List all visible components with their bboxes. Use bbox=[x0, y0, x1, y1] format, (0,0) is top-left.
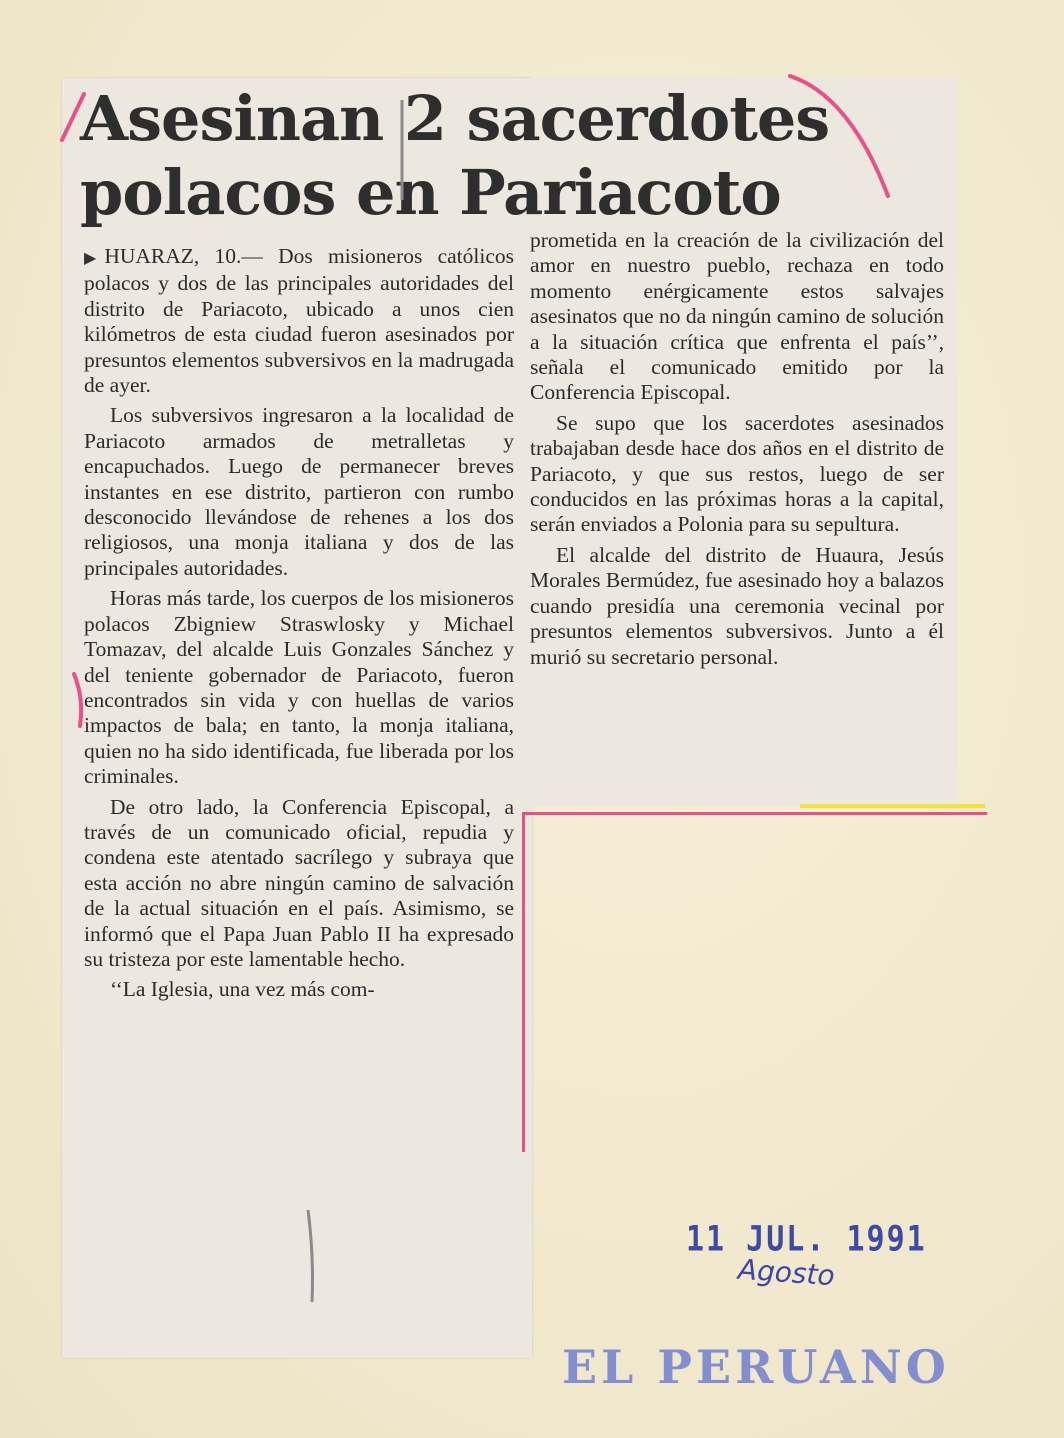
article-paragraph: El alcalde del distrito de Huaura, Jesús Morales Bermúdez, fue asesinado hoy a balazos cuando presidía una ceremonia vecinal por presuntos elementos subversivos. Junto a él murió su secretario personal. bbox=[530, 542, 944, 669]
article-paragraph: Los subversivos ingresaron a la localidad de Pariacoto armados de metralletas y encapuchados. Luego de permanecer breves instantes en ese distrito, partieron con rumbo desconocido llevándose de rehenes a los dos religiosos, una monja italiana y dos de las principales autoridades. bbox=[84, 403, 514, 580]
yellow-highlighter-mark bbox=[800, 804, 985, 808]
pink-marker-stroke-left bbox=[54, 88, 94, 148]
article-column-1 bbox=[84, 244, 514, 1008]
article-column-2 bbox=[530, 228, 944, 675]
article-paragraph: ‘‘La Iglesia, una vez más com- bbox=[110, 977, 375, 1002]
handwritten-month-note: Agosto bbox=[736, 1252, 836, 1293]
staple-icon bbox=[300, 1206, 324, 1306]
headline-line-2: polacos en Pariacoto bbox=[80, 156, 781, 229]
staple-icon bbox=[392, 96, 412, 206]
date-stamp: 11 JUL. 1991 bbox=[686, 1219, 927, 1260]
article-paragraph: De otro lado, la Conferencia Episcopal, a través de un comunicado oficial, repudia y condena este atentado sacrílego y subraya que esta acción no abre ningún camino de salvación de la actual situación en el país. Asimismo, se informó que el Papa Juan Pablo II ha expresado su tristeza por este lamentable hecho. bbox=[84, 794, 514, 971]
pink-marker-stroke-right bbox=[780, 56, 900, 206]
pink-highlighter-edge-horizontal bbox=[522, 812, 987, 815]
article-paragraph: Se supo que los sacerdotes asesinados trabajaban desde hace dos años en el distrito de Pariacoto, y que sus restos, luego de ser conducidos en las próximas horas a la capital, serán enviados a Polonia para su sepultura. bbox=[530, 410, 944, 537]
triangle-bullet-icon: ▶ bbox=[84, 250, 97, 267]
newspaper-source-stamp: EL PERUANO bbox=[562, 1340, 950, 1394]
headline-line-1: Asesinan 2 sacerdotes bbox=[80, 82, 830, 155]
pink-highlighter-edge-vertical bbox=[522, 812, 525, 1152]
article-paragraph: prometida en la creación de la civilización del amor en nuestro pueblo, rechaza en todo momento enérgicamente estos salvajes asesinatos que no da ningún camino de solución a la situación crítica que enfrenta el país’’, señala el comunicado emitido por la Conferencia Episcopal. bbox=[530, 228, 944, 405]
pink-marker-stroke-margin bbox=[66, 668, 90, 732]
article-paragraph: ▶ HUARAZ, 10.— Dos misioneros católicos polacos y dos de las principales autoridades del distrito de Pariacoto, ubicado a unos cien kilómetros de esta ciudad fueron asesinados por presuntos elementos subversivos en la madrugada de ayer. bbox=[84, 244, 514, 398]
article-paragraph: Horas más tarde, los cuerpos de los misioneros polacos Zbigniew Straswlosky y Michael Tomazav, del alcalde Luis Gonzales Sánchez y del teniente gobernador de Pariacoto, fueron encontrados sin vida y con huellas de varios impactos de bala; en tanto, la monja italiana, quien no ha sido identificada, fue liberada por los criminales. bbox=[84, 586, 514, 789]
